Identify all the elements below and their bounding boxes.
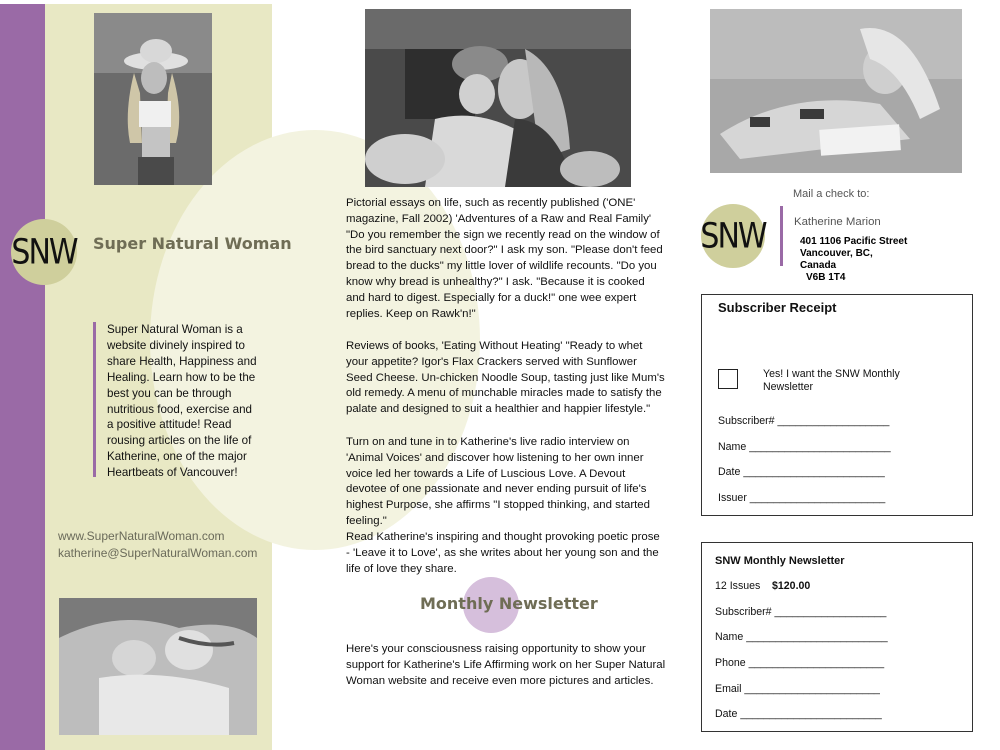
address-line-3: Canada [800, 260, 837, 271]
email-link[interactable]: katherine@SuperNaturalWoman.com [58, 546, 258, 560]
address-line-4: V6B 1T4 [806, 272, 846, 283]
snw-logo-text: SNW [11, 231, 77, 273]
receipt-title: Subscriber Receipt [718, 300, 837, 315]
issues-label: 12 Issues [715, 580, 761, 592]
article-radio-interview: Turn on and tune in to Katherine's live radio interview on 'Animal Voices' and discover how listening to her own inner voice led her towards a Life of Luscious Love. A Devout devotee of one passionate and never ending pursuit of life's highest Purpose, she affirms "I stopped thinking, and started feeling." [346, 436, 650, 527]
order-title: SNW Monthly Newsletter [715, 555, 845, 567]
newsletter-order-box [701, 542, 973, 732]
order-name-field[interactable]: Name ________________________ [715, 631, 888, 643]
photo-woman-writing [710, 9, 962, 173]
price: $120.00 [772, 580, 811, 592]
order-email-field[interactable]: Email _______________________ [715, 683, 880, 695]
website-link[interactable]: www.SuperNaturalWoman.com [58, 529, 225, 543]
receipt-name-field[interactable]: Name ________________________ [718, 441, 891, 453]
newsletter-heading: Monthly Newsletter [420, 594, 598, 613]
address-accent-bar [780, 206, 783, 266]
mail-label: Mail a check to: [793, 188, 870, 200]
newsletter-checkbox[interactable] [718, 369, 738, 389]
contact-block [58, 528, 257, 562]
order-phone-field[interactable]: Phone _______________________ [715, 657, 885, 669]
receipt-date-field[interactable]: Date ________________________ [718, 466, 885, 478]
intro-accent-bar [93, 322, 96, 477]
order-subscriber-field[interactable]: Subscriber# ___________________ [715, 606, 887, 618]
photo-mother-and-child-car [365, 9, 631, 187]
subscriber-receipt-box [701, 294, 973, 516]
mail-recipient-name: Katherine Marion [794, 216, 881, 228]
photo-mother-and-child-sleeping [59, 598, 257, 735]
article-book-reviews: Reviews of books, 'Eating Without Heating' "Ready to whet your appetite? Igor's Flax Crackers served with Sunflower Seed Cheese. Un-chicken Noodle Soup, tasting just like Mum's old remedy. A menu of munchable miracles made to satisfy the palate and designed to suit a healthier and happier lifestyle." [346, 340, 665, 416]
article-poetic-prose: Read Katherine's inspiring and thought provoking poetic prose - 'Leave it to Love', as she writes about her young son and the life of love they share. [346, 531, 660, 575]
snw-logo-text: SNW [700, 215, 766, 257]
photo-woman-in-hat [94, 13, 212, 185]
receipt-issuer-field[interactable]: Issuer _______________________ [718, 492, 886, 504]
intro-text: Super Natural Woman is a website divinely inspired to share Health, Happiness and Healing. Learn how to be the best you can be through nutritious food, exercise and a positive attitude! Read rousing articles on the life of Katherine, one of the major Heartbeats of Vancouver! [107, 323, 257, 480]
snw-logo-right [701, 204, 765, 268]
receipt-subscriber-field[interactable]: Subscriber# ___________________ [718, 415, 890, 427]
mail-address [800, 236, 907, 284]
purple-strip [0, 4, 45, 750]
address-line-2: Vancouver, BC, [800, 248, 873, 259]
order-date-field[interactable]: Date ________________________ [715, 708, 882, 720]
newsletter-promo-text: Here's your consciousness raising opportunity to show your support for Katherine's Life Affirming work on her Super Natural Woman website and receive even more pictures and articles. [346, 643, 666, 687]
article-pictorial-essays: Pictorial essays on life, such as recently published ('ONE' magazine, Fall 2002) 'Adventures of a Raw and Real Family' "Do you remember the sign we recently read on the window of the bird sanctuary next door?" I ask my son. "Please don't feed bread to the ducks" my little lover of wildlife recounts. "Do you know why bread is unhealthy?" I ask. "Because it is cooked and hard to digest. Especially for a duck!" one wee expert replies. Keep on Rawk'n!" [346, 197, 663, 320]
snw-logo-left [11, 219, 77, 285]
checkbox-label: Yes! I want the SNW Monthly Newsletter [763, 368, 900, 393]
address-line-1: 401 1106 Pacific Street [800, 236, 908, 247]
brand-title: Super Natural Woman [93, 234, 292, 253]
